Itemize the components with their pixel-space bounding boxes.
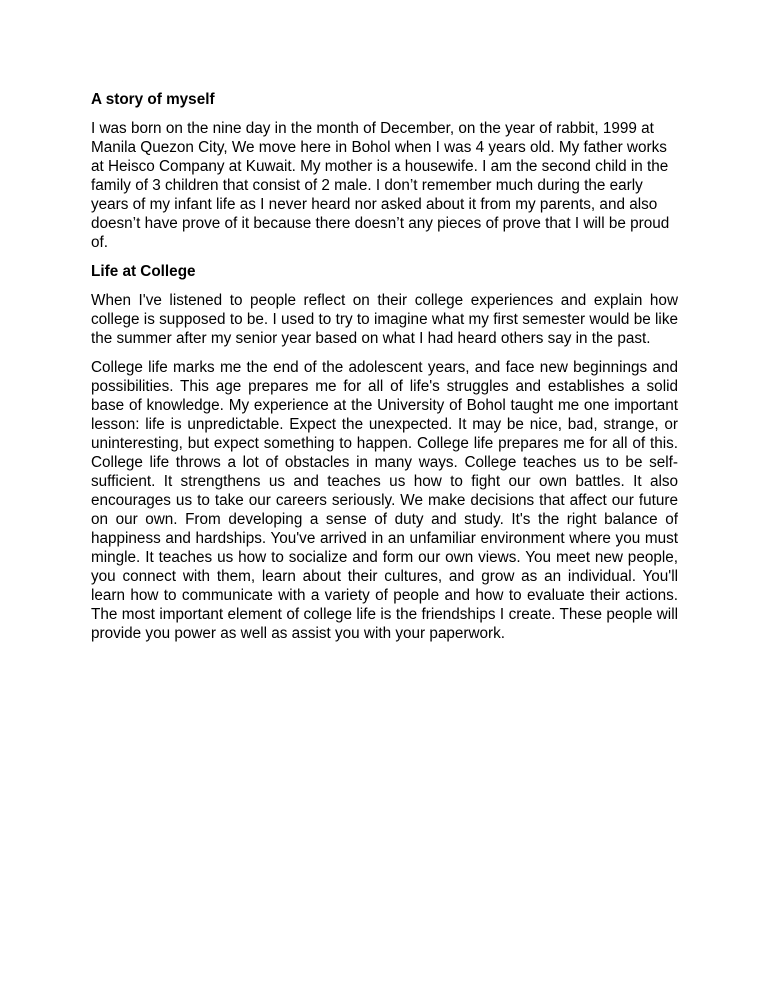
document-page — [91, 90, 678, 653]
paragraph-story: I was born on the nine day in the month of December, on the year of rabbit, 1999 at Manila Quezon City, We move here in Bohol when I was 4 years old. My father works at Heisco Company at Kuwait. My mother is a housewife. I am the second child in the family of 3 children that consist of 2 male. I don’t remember much during the early years of my infant life as I never heard nor asked about it from my parents, and also doesn’t have prove of it because there doesn’t any pieces of prove that I will be proud of. — [91, 120, 670, 251]
section-heading-story: A story of myself — [91, 91, 215, 108]
paragraph-college-intro: When I've listened to people reflect on their college experiences and explain how college is supposed to be. I used to try to imagine what my first semester would be like the summer after my senior year based on what I had heard others say in the past. — [91, 292, 678, 347]
paragraph-college-life: College life marks me the end of the adolescent years, and face new beginnings and possibilities. This age prepares me for all of life's struggles and establishes a solid base of knowledge. My experience at the University of Bohol taught me one important lesson: life is unpredictable. Expect the unexpected. It may be nice, bad, strange, or uninteresting, but expect something to happen. College life prepares me for all of this. College life throws a lot of obstacles in many ways. College teaches us to be self-sufficient. It strengthens us and teaches us how to fight our own battles. It also encourages us to take our careers seriously. We make decisions that affect our future on our own. From developing a sense of duty and study. It's the right balance of happiness and hardships. You've arrived in an unfamiliar environment where you must mingle. It teaches us how to socialize and form our own views. You meet new people, you connect with them, learn about their cultures, and grow as an individual. You'll learn how to communicate with a variety of people and how to evaluate their actions. The most important element of college life is the friendships I create. These people will provide you power as well as assist you with your paperwork. — [91, 359, 678, 642]
section-heading-college: Life at College — [91, 263, 196, 280]
